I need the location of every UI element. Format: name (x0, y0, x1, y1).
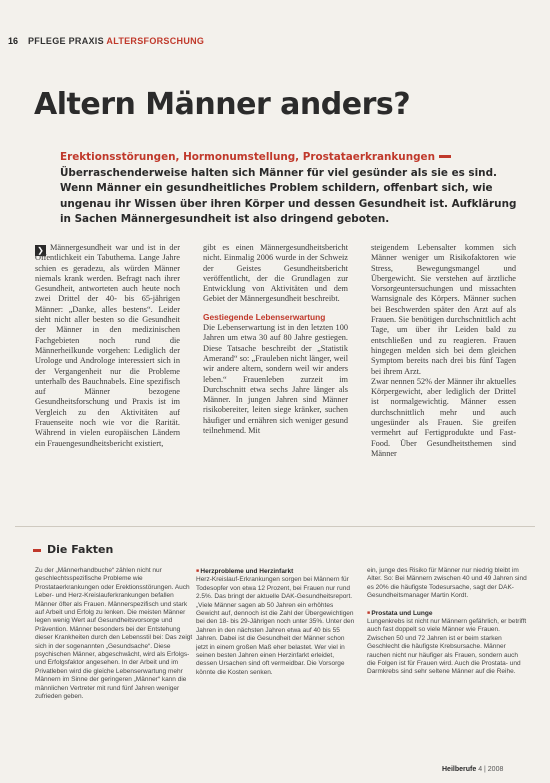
facts-column-3-intro: ein, junge des Risiko für Männer nur niedrig bleibt im Alter. So: Bei Männern zwischen 40 und 49 Jahren sind es 20% die häufigste Todesursache, sagt der DAK-Gesundheitsmanager Martin Kordt. (367, 567, 527, 600)
lead-text: Überraschenderweise halten sich Männer für viel gesünder als sie es sind. Wenn Männer ein gesundheitliches Problem schildern, offenbart sich, wie ungenau ihr Wissen über ihren Körper und dessen Gesundheit ist. Aufklärung in Sachen Männergesundheit ist also dringend geboten. (60, 166, 517, 226)
facts-subhead-herz: ■ Herzprobleme und Herzinfarkt (196, 567, 356, 576)
article-title: Altern Männer anders? (34, 87, 411, 122)
facts-column-2-text: Herz-Kreislauf-Erkrankungen sorgen bei Männern für Todesopfer von etwa 12 Prozent, bei Frauen nur rund 2.5%. Das bringt der aktuelle DAK-Gesundheitsreport. „Viele Männer sagen ab 50 Jahren ein erhöhtes Gewicht auf, dennoch ist die Zahl der Übergewichtigen bei den 18- bis 29-Jährigen noch unter 35%. Unter den Jahren in den nächsten Jahren etwa auf 40 bis 55 Jahren. Dabei ist die Gesundheit der Männer schon jetzt in einem großen Maß eher belastet. Wer viel in seinen besten Jahren einen Herzinfarkt erleidet, dessen Ursachen sind oft vermeidbar. Die Vorsorge könnte die Kosten senken. (196, 576, 355, 676)
page-number: 16 (8, 36, 19, 46)
facts-column-3 (367, 567, 527, 757)
page-footer (442, 766, 503, 773)
body-subhead-lebenserwartung: Gestiegende Lebenserwartung (203, 311, 326, 322)
body-column-3 (371, 243, 516, 499)
body-column-2-text: Die Lebenserwartung ist in den letzten 100 Jahren um etwa 30 auf 80 Jahre gestiegen. Diese Tatsache beschreibt der „Statistik Amerand“ so: „Frauleben nicht länger, weil wir andere altern, sondern weil wir anders leben.“ Frauenleben zurzeit im Durchschnitt etwa sechs Jahre länger als Männer. In jungen Jahren sind Männer risikobereiter, leiten siege kränker, suchen häufiger und ernähren sich weniger gesund teilnehmend. Mit (203, 323, 348, 436)
facts-column-1-text: Zu der „Männerhandbuche“ zählen nicht nur geschlechtsspezifische Probleme wie Prostataerkrankungen oder Erektionsstörungen. Auch Leber- und Herz-Kreislauferkrankungen befallen Männer öfter als Frauen. Männerspezifisch und stark auf Arbeit und Erfolg zu lenken. Die meisten Männer legen wenig Wert auf Gesundheitsvorsorge und Prävention. Männer besonders bei der Entstehung dieser Krankheiten durch den Lebensstil bei: Das zeigt sich in der sogenannten „Gesundsache“. Diese psychischen Männer, abgeschwächt, wird als Erfolgs- und Erfolgsfaktor angesehen. In der Arbeit und im Privatleben wird die gleiche Lebenserwartung mehr Männern im Sinne der geringeren „Männer“ kann die männlichen Vertreter mit rund fünf Jahren weniger zufrieden geben. (35, 567, 193, 701)
lead-highlight: Erektionsstörungen, Hormonumstellung, Prostataerkrankungen (60, 151, 435, 163)
footer-issue: 4 | 2008 (478, 766, 504, 773)
body-column-3-text: steigendem Lebensalter kommen sich Männer weniger um Risikofaktoren wie Stress, Bewegungsmangel und Übergewicht. Sie verstehen auf ärztliche Vorsorgeuntersuchungen und missachten Warnsignale des Körpers. Männer suchen bei Beschwerden später den Arzt auf als Frauen. Sie benötigen durchschnittlich acht Tage, um über ihr Leiden bald zu entschließen und zu reagieren. Frauen hingegen melden sich bei dem gleichen Symptom bereits nach drei bis fünf Tagen bei ihrem Arzt. Zwar nennen 52% der Männer ihr aktuelles Körpergewicht, aber lediglich der Drittel ist normalgewichtig. Männer essen durchschnittlich mehr und auch ungesünder als Frauen. Sie greifen vermehrt auf Fertigprodukte und Fast-Food. Über Gesundheitsthemen sind Männer (371, 243, 516, 458)
facts-subhead-prostata: ■ Prostata und Lunge (367, 609, 527, 618)
article-lead (60, 150, 522, 228)
facts-column-2 (196, 567, 356, 757)
body-column-1-text: Männergesundheit war und ist in der Öffentlichkeit ein Tabuthema. Lange Jahre schien es geradezu, als würden Männer niemals krank werden. Befragt nach ihrer Gesundheit, antworteten auch heute noch zwei Drittel der 40- bis 65-jährigen Männer: „Danke, alles bestens“. Leider sieht nicht aller besten so die Gesundheit der Männer in den medizinischen Fachgebieten noch rund die Männerheilkunde vorgehen: Lediglich der Urologe und Androloge interessiert sich in der Vergangenheit nur die Probleme unterhalb des Bauchnabels. Eine spezifisch auf Männer bezogene Gesundheitsforschung und Praxis ist im Vergleich zu den Aktivitäten auf Frauenseite noch wie vor die Rarität. Während in vielen europäischen Ländern ein Frauengesundheitsbericht existiert, (35, 243, 180, 448)
footer-magazine: Heilberufe (442, 766, 477, 773)
body-column-2-intro: gibt es einen Männergesundheitsbericht nicht. Einmalig 2006 wurde in der Schweiz der Geistes Gesundheitsbericht veröffentlicht, der die Grundlagen zur Entwicklung von Aktivitäten und dem Gebiet der Männergesundheit beschreibt. (203, 243, 348, 304)
section-label (28, 36, 204, 46)
facts-dash-icon (33, 549, 41, 552)
facts-column-3-text: Lungenkrebs ist nicht nur Männern gefährlich, er betrifft auch fast doppelt so viele Männer wie Frauen. Zwischen 50 und 72 Jahren ist er beim starken Geschlecht die häufigste Krebsursache. Männer rauchen nicht nur häufiger als Frauen, sondern auch die Folgen ist für Frauen wird. Auch die Prostata- und Darmkrebs sind sehr seltene Männer auf die Reihe. (367, 617, 527, 676)
section-sub: ALTERSFORSCHUNG (106, 36, 205, 46)
body-column-2 (203, 243, 348, 499)
body-column-1 (35, 243, 180, 499)
section-divider (15, 526, 535, 527)
facts-heading: Die Fakten (47, 543, 114, 556)
facts-column-1 (35, 567, 195, 757)
lead-dash (439, 155, 451, 158)
article-start-arrow-icon: ❯ (35, 245, 46, 256)
section-main: PFLEGE PRAXIS (28, 36, 104, 46)
